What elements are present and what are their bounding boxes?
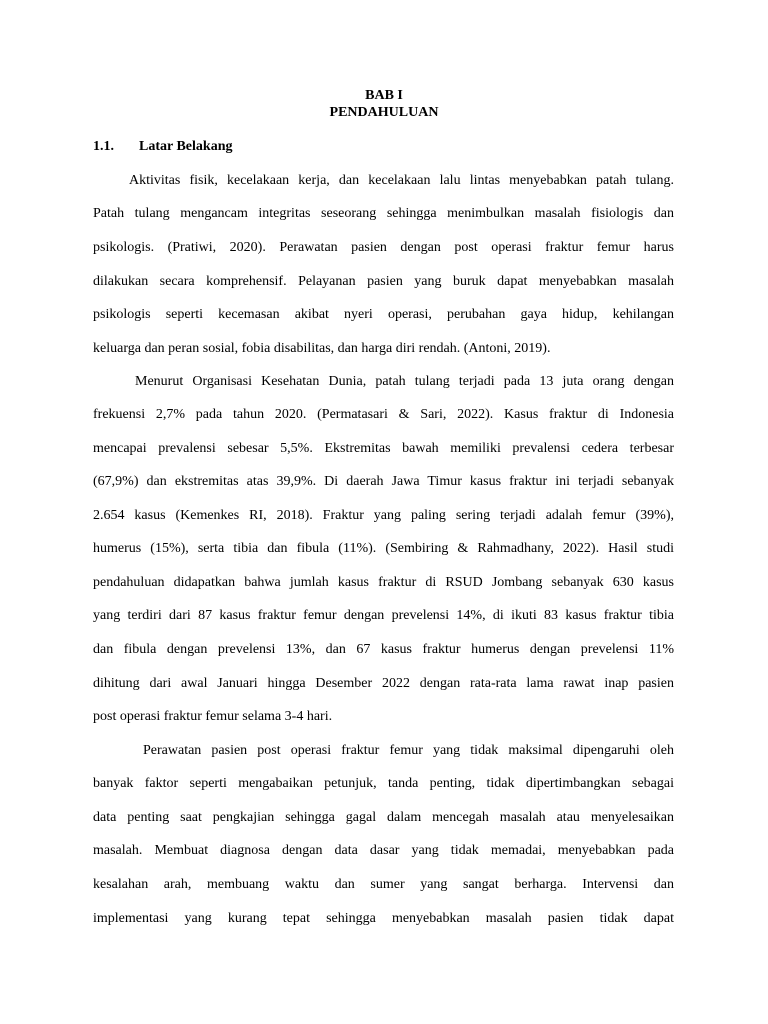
chapter-title: PENDAHULUAN (329, 105, 439, 120)
paragraph-line: 2.654 kasus (Kemenkes RI, 2018). Fraktur yang paling sering terjadi adalah femur (39%), (93, 508, 674, 523)
paragraph-line: mencapai prevalensi sebesar 5,5%. Ekstremitas bawah memiliki prevalensi cedera terbesar (93, 441, 674, 456)
chapter-label: BAB I (365, 88, 403, 103)
paragraph-line: dihitung dari awal Januari hingga Desember 2022 dengan rata-rata lama rawat inap pasien (93, 676, 674, 691)
paragraph-line: masalah. Membuat diagnosa dengan data dasar yang tidak memadai, menyebabkan pada (93, 843, 674, 858)
paragraph-line: Patah tulang mengancam integritas seseorang sehingga menimbulkan masalah fisiologis dan (93, 206, 674, 221)
paragraph-line: banyak faktor seperti mengabaikan petunjuk, tanda penting, tidak dipertimbangkan sebagai (93, 776, 674, 791)
paragraph-line: dilakukan secara komprehensif. Pelayanan pasien yang buruk dapat menyebabkan masalah (93, 274, 674, 289)
paragraph-line: humerus (15%), serta tibia dan fibula (11%). (Sembiring & Rahmadhany, 2022). Hasil studi (93, 541, 674, 556)
paragraph-line: (67,9%) dan ekstremitas atas 39,9%. Di daerah Jawa Timur kasus fraktur ini terjadi sebanyak (93, 474, 674, 489)
paragraph-line: dan fibula dengan prevelensi 13%, dan 67 kasus fraktur humerus dengan prevelensi 11% (93, 642, 674, 657)
paragraph-line: psikologis. (Pratiwi, 2020). Perawatan pasien dengan post operasi fraktur femur harus (93, 240, 674, 255)
section-number: 1.1. (93, 139, 114, 154)
paragraph-line: Perawatan pasien post operasi fraktur femur yang tidak maksimal dipengaruhi oleh (143, 743, 674, 758)
paragraph-line: Aktivitas fisik, kecelakaan kerja, dan kecelakaan lalu lintas menyebabkan patah tulang. (129, 173, 674, 188)
section-title: Latar Belakang (139, 139, 233, 154)
paragraph-line: Menurut Organisasi Kesehatan Dunia, patah tulang terjadi pada 13 juta orang dengan (135, 374, 674, 389)
paragraph-line: data penting saat pengkajian sehingga gagal dalam mencegah masalah atau menyelesaikan (93, 810, 674, 825)
paragraph-line: kesalahan arah, membuang waktu dan sumer yang sangat berharga. Intervensi dan (93, 877, 674, 892)
paragraph-line: post operasi fraktur femur selama 3-4 hari. (93, 709, 333, 724)
paragraph-line: pendahuluan didapatkan bahwa jumlah kasus fraktur di RSUD Jombang sebanyak 630 kasus (93, 575, 674, 590)
paragraph-line: frekuensi 2,7% pada tahun 2020. (Permatasari & Sari, 2022). Kasus fraktur di Indonesia (93, 407, 674, 422)
paragraph-line: implementasi yang kurang tepat sehingga menyebabkan masalah pasien tidak dapat (93, 911, 674, 926)
paragraph-line: psikologis seperti kecemasan akibat nyeri operasi, perubahan gaya hidup, kehilangan (93, 307, 674, 322)
paragraph-line: keluarga dan peran sosial, fobia disabilitas, dan harga diri rendah. (Antoni, 2019). (93, 341, 551, 356)
paragraph-line: yang terdiri dari 87 kasus fraktur femur dengan prevelensi 14%, di ikuti 83 kasus fraktur tibia (93, 608, 674, 623)
